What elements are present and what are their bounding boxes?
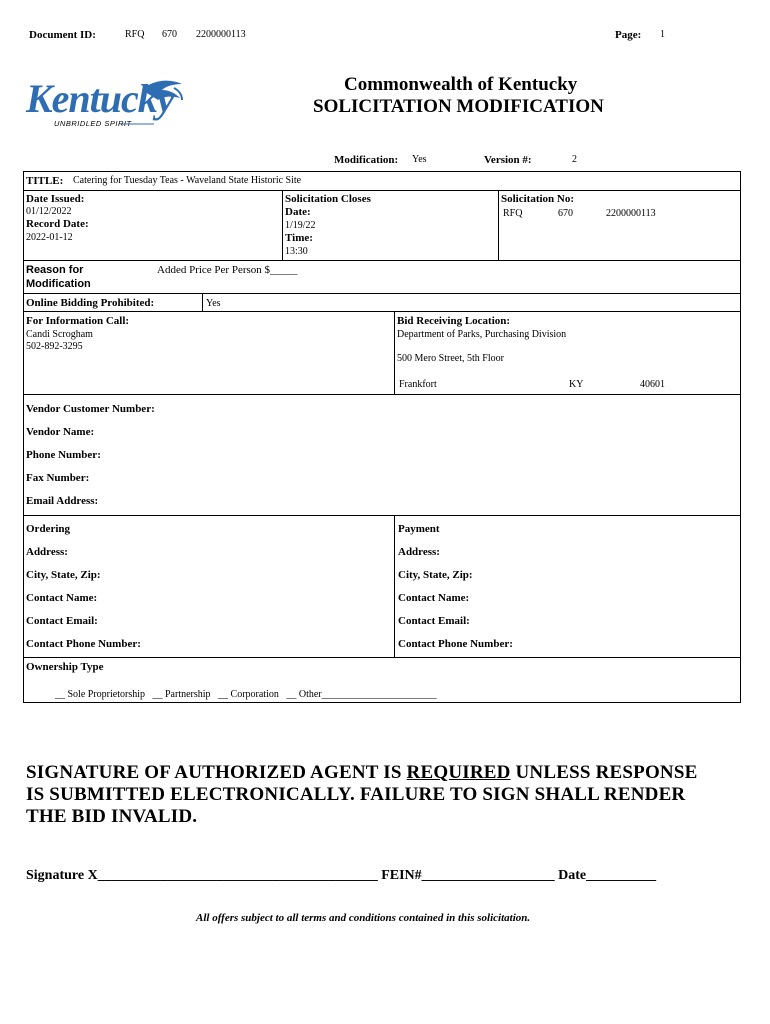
info-call-phone: 502-892-3295 <box>26 341 83 352</box>
vendor-customer-number-field[interactable]: Vendor Customer Number: <box>26 403 155 415</box>
ordering-city-field[interactable]: City, State, Zip: <box>26 569 101 581</box>
title-value: Catering for Tuesday Teas - Waveland State Historic Site <box>73 175 302 186</box>
phone-number-field[interactable]: Phone Number: <box>26 449 101 461</box>
bid-location-line1: Department of Parks, Purchasing Division <box>397 329 567 340</box>
fax-number-field[interactable]: Fax Number: <box>26 472 90 484</box>
modification-value: Yes <box>412 154 427 165</box>
required-text: REQUIRED <box>406 762 511 783</box>
svg-text:Kentucky: Kentucky <box>26 76 174 121</box>
reason-value: Added Price Per Person $_____ <box>157 264 298 276</box>
payment-heading: Payment <box>398 523 440 535</box>
ownership-options[interactable]: __ Sole Proprietorship __ Partnership __ Corporation __ Other_______________________ <box>55 689 437 700</box>
email-address-field[interactable]: Email Address: <box>26 495 99 507</box>
payment-city-field[interactable]: City, State, Zip: <box>398 569 473 581</box>
reason-label-2: Modification <box>26 278 91 290</box>
bid-location-line2: 500 Mero Street, 5th Floor <box>397 353 504 364</box>
bid-location-city: Frankfort <box>399 379 437 390</box>
online-bidding-label: Online Bidding Prohibited: <box>26 297 155 309</box>
bid-location-state: KY <box>569 379 584 390</box>
doc-id-number: 2200000113 <box>196 29 246 40</box>
signature-line[interactable]: Signature X________________________________________ FEIN#___________________ Date__________ <box>26 868 657 883</box>
bid-location-label: Bid Receiving Location: <box>397 315 511 327</box>
time-value: 13:30 <box>285 246 308 257</box>
doc-id-dept: 670 <box>162 29 177 40</box>
bid-location-zip: 40601 <box>640 379 665 390</box>
online-bidding-value: Yes <box>206 298 221 309</box>
modification-label: Modification: <box>334 154 399 166</box>
page-subtitle: SOLICITATION MODIFICATION <box>313 96 604 117</box>
payment-contact-phone-field[interactable]: Contact Phone Number: <box>398 638 513 650</box>
title-label: TITLE: <box>26 175 64 187</box>
svg-text:UNBRIDLED SPIRIT: UNBRIDLED SPIRIT <box>54 119 132 128</box>
info-call-label: For Information Call: <box>26 315 130 327</box>
info-call-name: Candi Scrogham <box>26 329 93 340</box>
solicitation-no-type: RFQ <box>503 208 523 219</box>
page-title: Commonwealth of Kentucky <box>344 74 578 95</box>
kentucky-logo <box>24 74 189 136</box>
time-label: Time: <box>285 232 313 244</box>
signature-warning: SIGNATURE OF AUTHORIZED AGENT IS REQUIRED UNLESS RESPONSE <box>26 762 698 783</box>
version-label: Version #: <box>484 154 532 166</box>
solicitation-form <box>23 171 741 703</box>
payment-address-field[interactable]: Address: <box>398 546 440 558</box>
signature-warning-line2: IS SUBMITTED ELECTRONICALLY. FAILURE TO SIGN SHALL RENDER <box>26 784 686 805</box>
date-issued-label: Date Issued: <box>26 193 85 205</box>
payment-contact-email-field[interactable]: Contact Email: <box>398 615 470 627</box>
ownership-type-label: Ownership Type <box>26 661 104 673</box>
horse-logo-icon <box>24 74 189 136</box>
ordering-heading: Ordering <box>26 523 70 535</box>
record-date-label: Record Date: <box>26 218 89 230</box>
ordering-contact-name-field[interactable]: Contact Name: <box>26 592 98 604</box>
solicitation-no-label: Solicitation No: <box>501 193 575 205</box>
vendor-name-field[interactable]: Vendor Name: <box>26 426 95 438</box>
solicitation-no-number: 2200000113 <box>606 208 656 219</box>
doc-id-label: Document ID: <box>29 29 96 41</box>
closes-date-value: 1/19/22 <box>285 220 316 231</box>
page-label: Page: <box>615 29 642 41</box>
closes-date-label: Date: <box>285 206 311 218</box>
ordering-contact-email-field[interactable]: Contact Email: <box>26 615 98 627</box>
page-number: 1 <box>660 29 665 40</box>
payment-contact-name-field[interactable]: Contact Name: <box>398 592 470 604</box>
date-issued-value: 01/12/2022 <box>26 206 72 217</box>
doc-id-type: RFQ <box>125 29 145 40</box>
footer-note: All offers subject to all terms and conditions contained in this solicitation. <box>196 912 531 924</box>
ordering-contact-phone-field[interactable]: Contact Phone Number: <box>26 638 141 650</box>
signature-warning-line3: THE BID INVALID. <box>26 806 198 827</box>
record-date-value: 2022-01-12 <box>26 232 73 243</box>
reason-label: Reason for <box>26 264 84 276</box>
solicitation-closes-label: Solicitation Closes <box>285 193 371 205</box>
ordering-address-field[interactable]: Address: <box>26 546 68 558</box>
version-value: 2 <box>572 154 577 165</box>
solicitation-no-dept: 670 <box>558 208 573 219</box>
